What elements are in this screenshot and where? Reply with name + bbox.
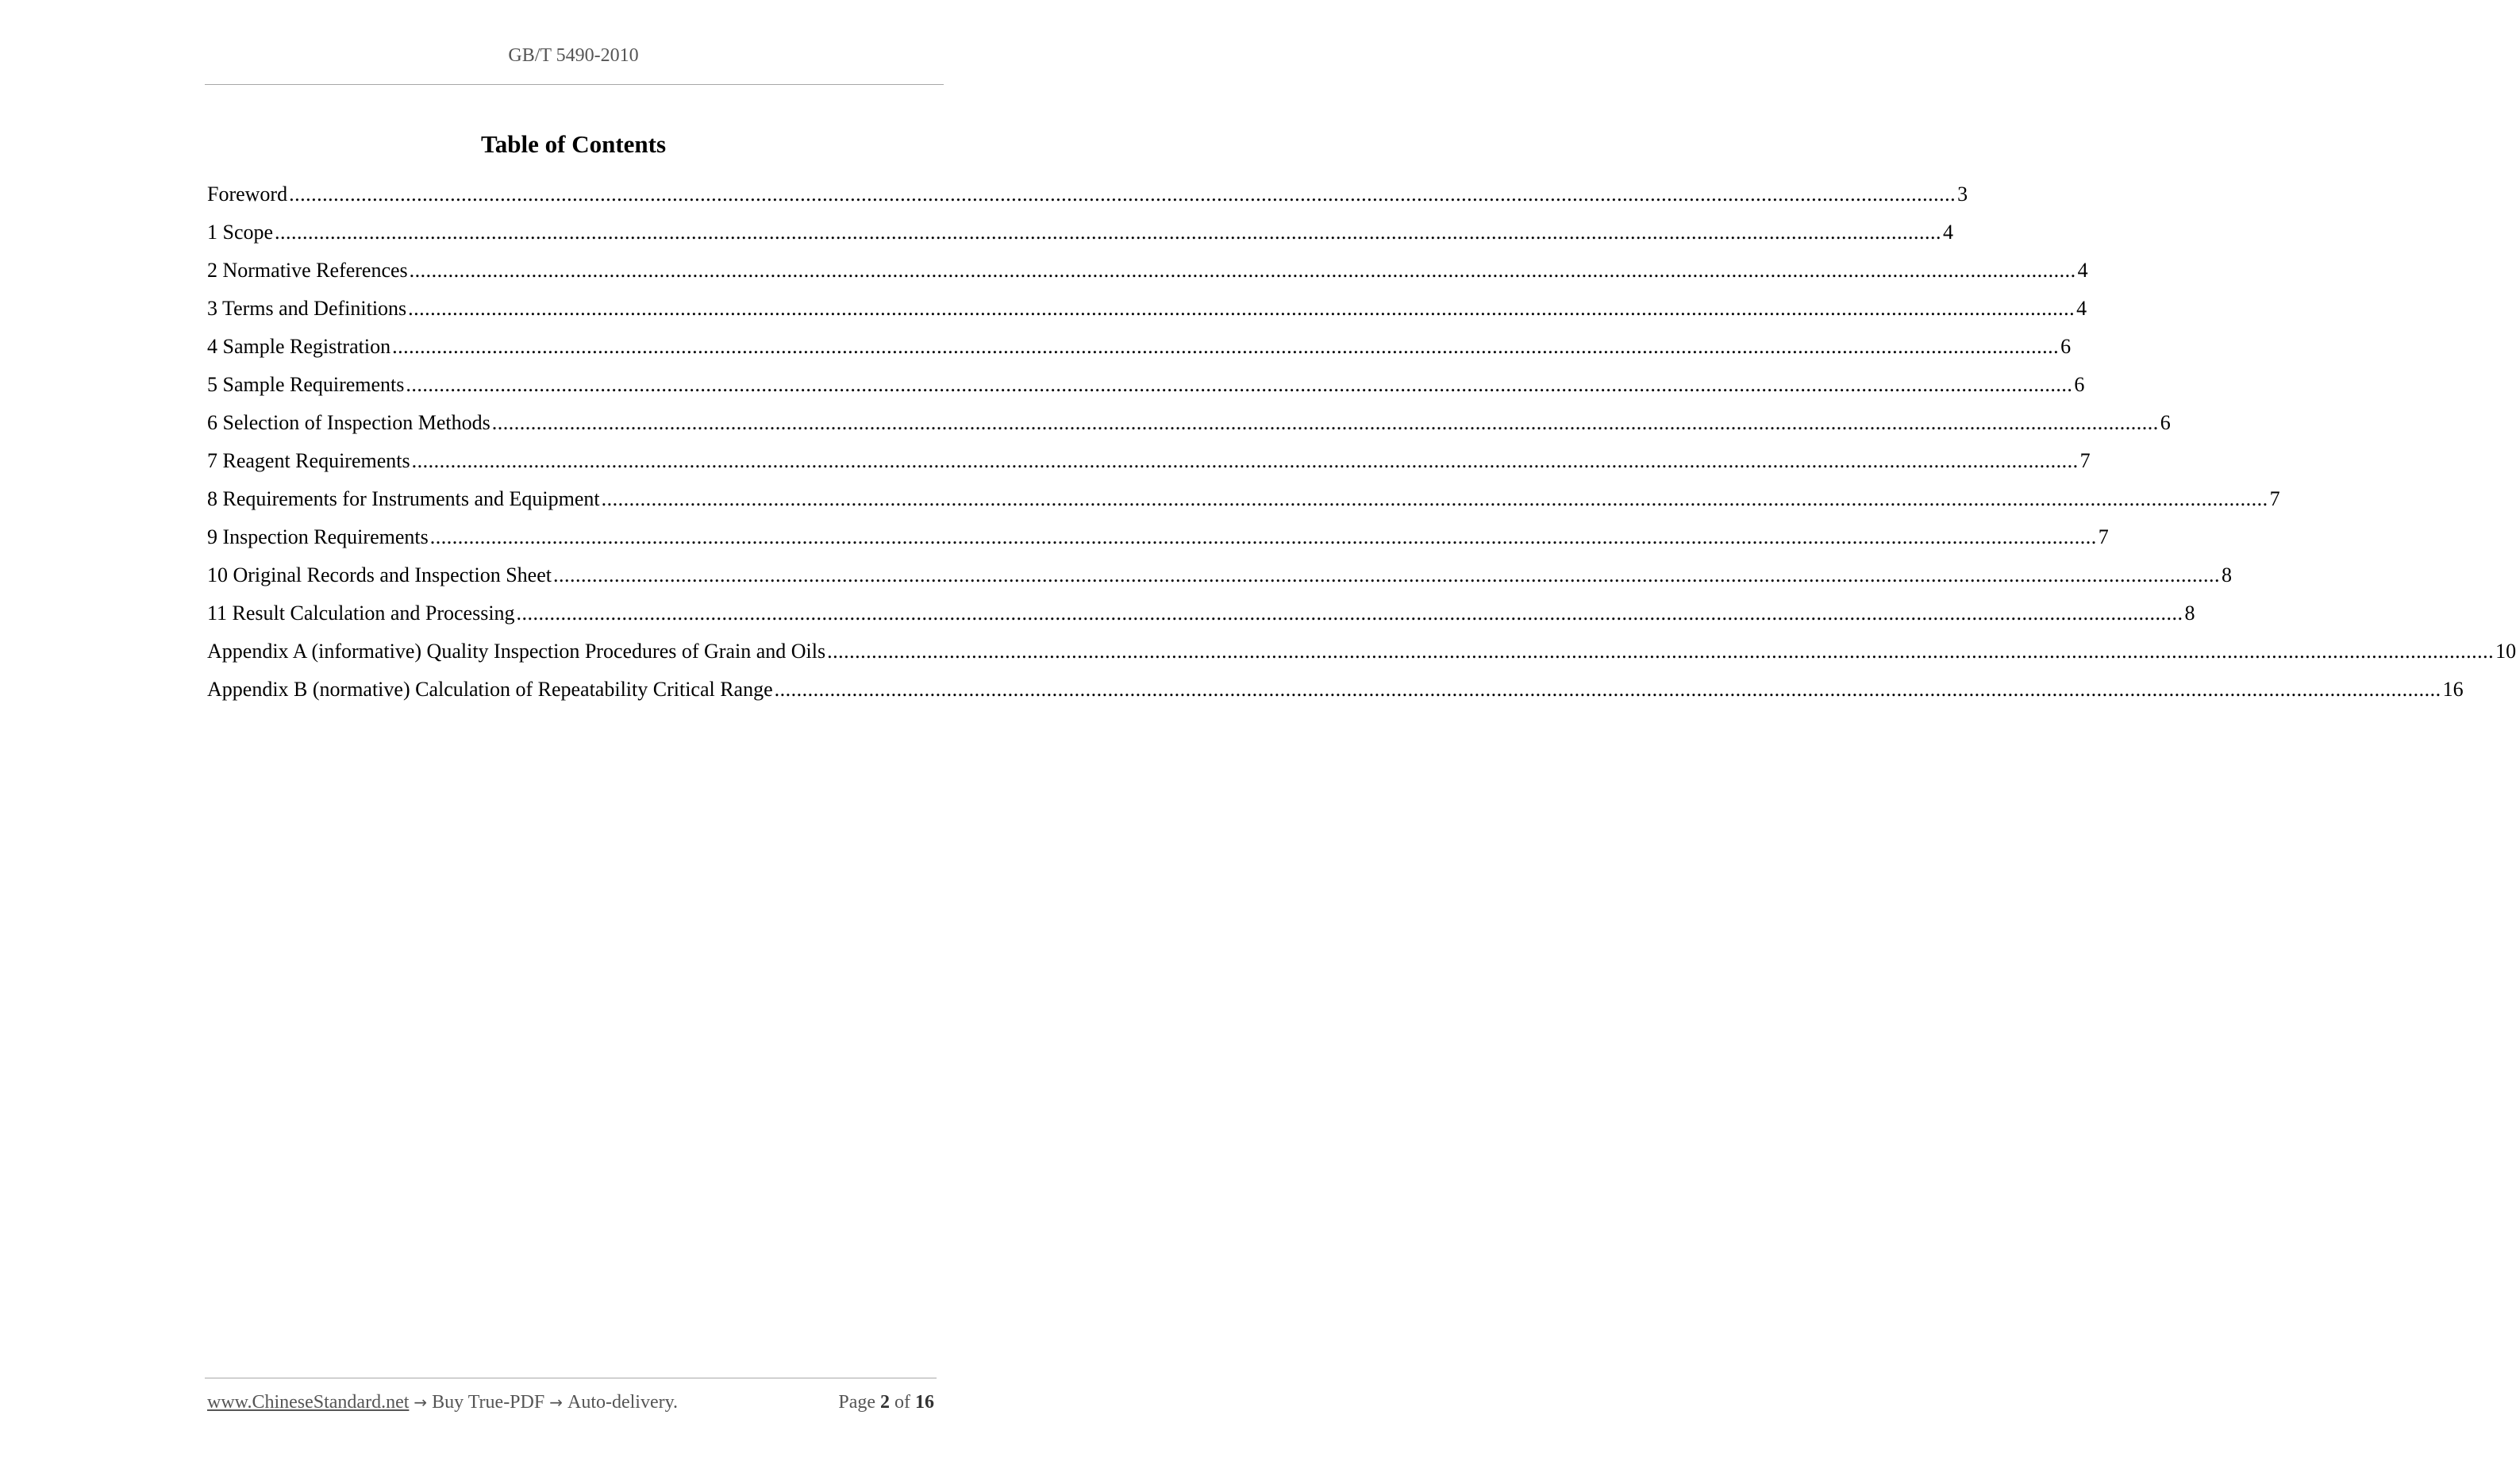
toc-entry-label: 5 Sample Requirements bbox=[207, 373, 405, 396]
toc-entry-normative-references[interactable] bbox=[207, 259, 2088, 297]
dot-leader: ............................................................................................................................................................................................................................................................................................................ bbox=[408, 297, 2076, 320]
dot-leader: ............................................................................................................................................................................................................................................................................................................ bbox=[827, 640, 2495, 663]
total-pages-number: 16 bbox=[915, 1392, 934, 1413]
current-page-number: 2 bbox=[880, 1392, 890, 1413]
toc-entry-sample-registration[interactable] bbox=[207, 335, 2072, 373]
dot-leader: ............................................................................................................................................................................................................................................................................................................ bbox=[516, 602, 2183, 625]
page-indicator bbox=[838, 1392, 939, 1413]
toc-entry-page: 8 bbox=[2184, 602, 2195, 625]
toc-entry-label: Foreword bbox=[207, 183, 288, 206]
dot-leader: ............................................................................................................................................................................................................................................................................................................ bbox=[411, 449, 2079, 472]
toc-entry-inspection-requirements[interactable] bbox=[207, 525, 2109, 563]
toc-entry-label: 3 Terms and Definitions bbox=[207, 297, 407, 320]
buy-text: Buy True-PDF bbox=[432, 1392, 545, 1413]
toc-entry-label: 10 Original Records and Inspection Sheet bbox=[207, 563, 552, 586]
toc-entry-page: 4 bbox=[2076, 297, 2087, 320]
toc-entry-page: 7 bbox=[2269, 487, 2280, 510]
dot-leader: ............................................................................................................................................................................................................................................................................................................ bbox=[406, 373, 2073, 396]
toc-entry-label: 6 Selection of Inspection Methods bbox=[207, 411, 491, 434]
dot-leader: ............................................................................................................................................................................................................................................................................................................ bbox=[409, 259, 2076, 282]
toc-entry-page: 6 bbox=[2060, 335, 2072, 358]
toc-entry-label: 9 Inspection Requirements bbox=[207, 525, 429, 548]
dot-leader: ............................................................................................................................................................................................................................................................................................................ bbox=[774, 678, 2441, 701]
toc-entry-page: 6 bbox=[2074, 373, 2085, 396]
dot-leader: ............................................................................................................................................................................................................................................................................................................ bbox=[275, 221, 1942, 244]
of-word: of bbox=[894, 1392, 910, 1413]
toc-entry-label: 11 Result Calculation and Processing bbox=[207, 602, 515, 625]
toc-list bbox=[207, 183, 2516, 716]
page-footer bbox=[207, 1392, 939, 1413]
toc-entry-page: 16 bbox=[2442, 678, 2464, 701]
toc-entry-sample-requirements[interactable] bbox=[207, 373, 2085, 411]
toc-entry-inspection-methods[interactable] bbox=[207, 411, 2171, 449]
footer-promo bbox=[207, 1392, 678, 1413]
toc-entry-page: 10 bbox=[2495, 640, 2516, 663]
toc-entry-page: 4 bbox=[2077, 259, 2088, 282]
dot-leader: ............................................................................................................................................................................................................................................................................................................ bbox=[601, 487, 2268, 510]
toc-entry-label: 7 Reagent Requirements bbox=[207, 449, 410, 472]
toc-entry-scope[interactable] bbox=[207, 221, 1954, 259]
header-divider bbox=[205, 84, 944, 85]
toc-entry-label: Appendix A (informative) Quality Inspection Procedures of Grain and Oils bbox=[207, 640, 826, 663]
toc-entry-label: 2 Normative References bbox=[207, 259, 408, 282]
toc-entry-page: 7 bbox=[2098, 525, 2109, 548]
toc-entry-original-records[interactable] bbox=[207, 563, 2232, 602]
page-word: Page bbox=[838, 1392, 875, 1413]
toc-entry-page: 3 bbox=[1957, 183, 1968, 206]
toc-title: Table of Contents bbox=[480, 130, 667, 158]
toc-entry-page: 8 bbox=[2221, 563, 2232, 586]
arrow-right-icon: → bbox=[414, 1393, 428, 1412]
toc-entry-label: 8 Requirements for Instruments and Equipment bbox=[207, 487, 600, 510]
toc-entry-page: 7 bbox=[2079, 449, 2091, 472]
dot-leader: ............................................................................................................................................................................................................................................................................................................ bbox=[491, 411, 2159, 434]
toc-entry-page: 6 bbox=[2160, 411, 2171, 434]
toc-entry-terms-definitions[interactable] bbox=[207, 297, 2087, 335]
toc-entry-label: 4 Sample Registration bbox=[207, 335, 391, 358]
dot-leader: ............................................................................................................................................................................................................................................................................................................ bbox=[289, 183, 1956, 206]
toc-entry-appendix-b[interactable] bbox=[207, 678, 2464, 716]
toc-entry-foreword[interactable] bbox=[207, 183, 1968, 221]
toc-entry-result-calculation[interactable] bbox=[207, 602, 2195, 640]
toc-entry-reagent-requirements[interactable] bbox=[207, 449, 2091, 487]
dot-leader: ............................................................................................................................................................................................................................................................................................................ bbox=[552, 563, 2220, 586]
delivery-text: Auto-delivery. bbox=[567, 1392, 679, 1413]
dot-leader: ............................................................................................................................................................................................................................................................................................................ bbox=[392, 335, 2060, 358]
toc-entry-label: 1 Scope bbox=[207, 221, 274, 244]
site-link[interactable]: www.ChineseStandard.net bbox=[207, 1392, 410, 1413]
arrow-right-icon: → bbox=[549, 1393, 563, 1412]
toc-entry-page: 4 bbox=[1943, 221, 1954, 244]
page-header: GB/T 5490-2010 bbox=[508, 45, 639, 66]
toc-entry-appendix-a[interactable] bbox=[207, 640, 2516, 678]
toc-entry-instruments-equipment[interactable] bbox=[207, 487, 2280, 525]
dot-leader: ............................................................................................................................................................................................................................................................................................................ bbox=[429, 525, 2097, 548]
toc-entry-label: Appendix B (normative) Calculation of Repeatability Critical Range bbox=[207, 678, 773, 701]
